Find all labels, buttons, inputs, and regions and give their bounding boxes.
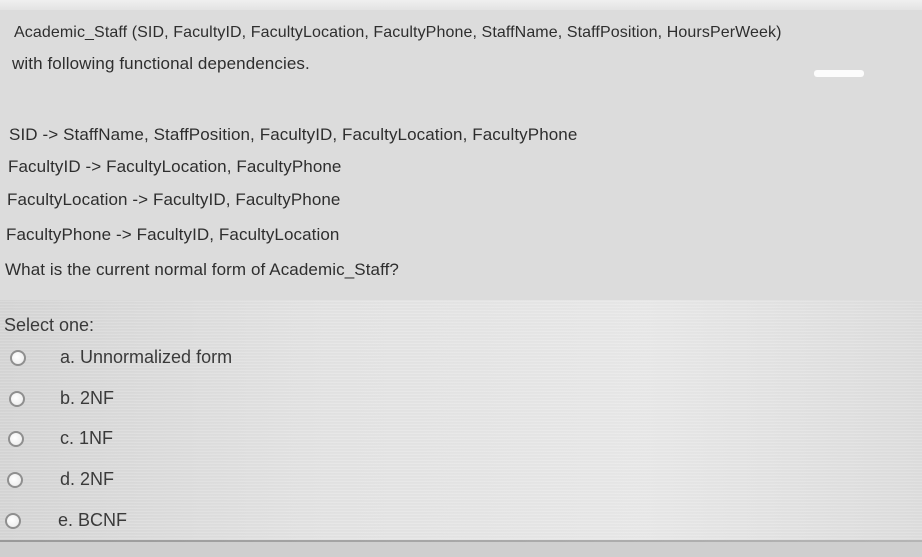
- dependency-line: FacultyPhone -> FacultyID, FacultyLocation: [6, 225, 340, 244]
- radio-button-icon[interactable]: [7, 472, 23, 488]
- bottom-strip: [0, 542, 922, 557]
- radio-button-icon[interactable]: [9, 391, 25, 407]
- radio-button-icon[interactable]: [10, 350, 26, 366]
- answer-option-label[interactable]: c. 1NF: [60, 428, 114, 448]
- answer-option-d[interactable]: [0, 467, 600, 497]
- answer-option-label[interactable]: d. 2NF: [60, 469, 115, 489]
- highlight-mark: [814, 70, 864, 77]
- select-one-label: Select one:: [4, 315, 95, 335]
- radio-button-icon[interactable]: [8, 431, 24, 447]
- answer-option-label[interactable]: a. Unnormalized form: [60, 347, 233, 367]
- answer-option-e[interactable]: [0, 508, 600, 538]
- dependency-line: FacultyID -> FacultyLocation, FacultyPhone: [8, 157, 342, 176]
- question-prompt: What is the current normal form of Academic_Staff?: [5, 260, 399, 279]
- answer-option-a[interactable]: [0, 345, 600, 375]
- dependency-line: SID -> StaffName, StaffPosition, FacultyID, FacultyLocation, FacultyPhone: [9, 125, 578, 144]
- relation-schema-text: Academic_Staff (SID, FacultyID, FacultyLocation, FacultyPhone, StaffName, StaffPosition, HoursPerWeek): [14, 24, 782, 41]
- dependency-line: FacultyLocation -> FacultyID, FacultyPhone: [7, 190, 341, 209]
- answer-option-label[interactable]: e. BCNF: [58, 510, 128, 530]
- dependencies-intro-text: with following functional dependencies.: [12, 54, 310, 73]
- answer-option-label[interactable]: b. 2NF: [60, 388, 115, 408]
- answer-option-b[interactable]: [0, 386, 600, 416]
- answer-option-c[interactable]: [0, 426, 600, 456]
- radio-button-icon[interactable]: [5, 513, 21, 529]
